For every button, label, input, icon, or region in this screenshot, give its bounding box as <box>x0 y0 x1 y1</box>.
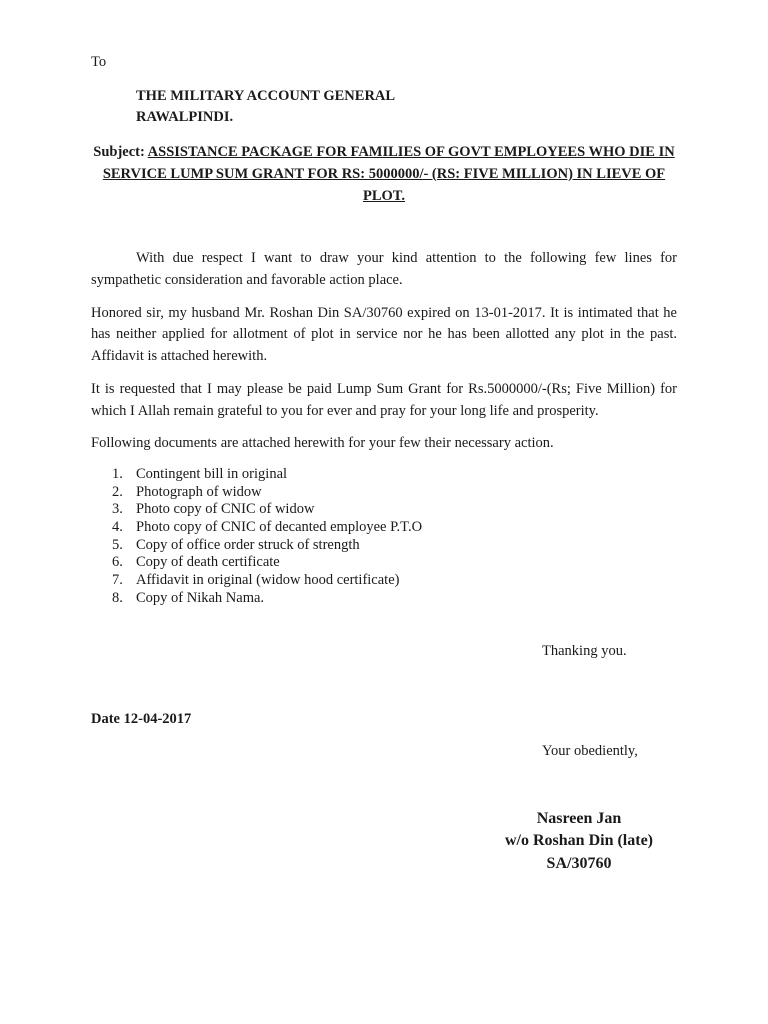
addressee-line-1: THE MILITARY ACCOUNT GENERAL <box>136 88 396 104</box>
thanking-line: Thanking you. <box>542 643 627 659</box>
list-item-number: 8. <box>112 589 123 606</box>
addressee-block <box>136 86 395 128</box>
list-item-text: Contingent bill in original <box>136 466 288 482</box>
list-item <box>91 484 422 502</box>
signatory-name: Nasreen Jan <box>536 810 622 827</box>
list-item-text: Affidavit in original (widow hood certificate) <box>136 572 400 589</box>
to-label: To <box>91 54 107 70</box>
paragraph-details: Honored sir, my husband Mr. Roshan Din SA/30760 expired on 13-01-2017. It is intimated that he has neither applied for allotment of plot in service nor he has been allotted any plot in the past. Affidavit is attached herewith. <box>91 304 677 364</box>
signature-block <box>470 808 688 875</box>
list-item-number: 2. <box>112 483 123 500</box>
list-item-number: 5. <box>112 536 123 553</box>
subject-label: Subject: <box>93 144 145 160</box>
list-item <box>91 466 422 484</box>
list-item <box>91 572 422 590</box>
list-item-text: Photo copy of CNIC of widow <box>136 501 315 518</box>
list-item-number: 6. <box>112 554 123 571</box>
list-item <box>91 590 422 608</box>
list-item <box>91 519 422 537</box>
list-item <box>91 537 422 555</box>
signatory-relation: w/o Roshan Din (late) <box>504 832 653 850</box>
list-item <box>91 501 422 519</box>
subject-text: ASSISTANCE PACKAGE FOR FAMILIES OF GOVT EMPLOYEES WHO DIE IN SERVICE LUMP SUM GRANT FOR RS: 5000000/- (RS: FIVE MILLION) IN LIEVE OF PLOT. <box>102 144 675 204</box>
letter-date: Date 12-04-2017 <box>91 711 192 727</box>
list-item-number: 4. <box>112 519 123 536</box>
list-item-text: Photograph of widow <box>136 483 262 500</box>
list-item-text: Copy of death certificate <box>136 554 280 571</box>
list-item-number: 3. <box>112 501 123 518</box>
letter-body <box>91 248 677 466</box>
list-item-text: Photo copy of CNIC of decanted employee P.T.O <box>136 519 423 536</box>
list-item <box>91 554 422 572</box>
paragraph-request: It is requested that I may please be paid Lump Sum Grant for Rs.5000000/-(Rs; Five Million) for which I Allah remain grateful to you for ever and pray for your long life and prosperity. <box>91 380 677 419</box>
documents-list <box>91 466 422 608</box>
list-item-text: Copy of Nikah Nama. <box>136 589 265 606</box>
paragraph-intro: With due respect I want to draw your kind attention to the following few lines for sympathetic consideration and favorable action place. <box>91 250 677 288</box>
list-item-text: Copy of office order struck of strength <box>136 536 360 553</box>
addressee-line-2: RAWALPINDI. <box>136 109 234 126</box>
subject-block <box>91 142 677 207</box>
list-item-number: 7. <box>112 572 123 589</box>
list-item-number: 1. <box>112 466 123 482</box>
signatory-number: SA/30760 <box>546 854 612 872</box>
paragraph-documents-intro: Following documents are attached herewith for your few their necessary action. <box>91 435 554 452</box>
closing-salutation: Your obediently, <box>542 743 638 759</box>
